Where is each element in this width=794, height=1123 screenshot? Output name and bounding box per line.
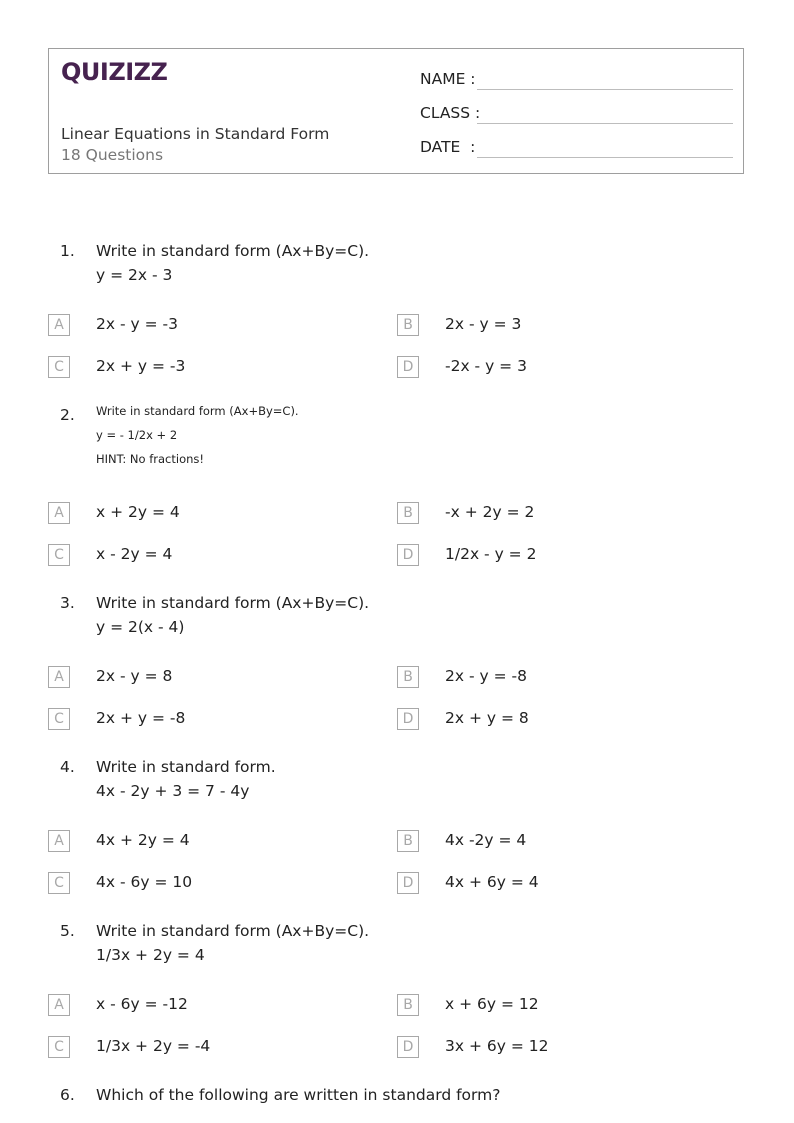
option-c-box[interactable]: C: [48, 544, 70, 566]
option-a-text: 4x + 2y = 4: [96, 831, 190, 849]
name-label: NAME :: [420, 70, 476, 88]
question-number: 3.: [60, 594, 75, 612]
option-a-box[interactable]: A: [48, 314, 70, 336]
question-count: 18 Questions: [61, 146, 164, 164]
question-number: 6.: [60, 1086, 75, 1104]
option-b-text: 2x - y = 3: [445, 315, 522, 333]
option-a-text: x + 2y = 4: [96, 503, 180, 521]
option-b-box[interactable]: B: [397, 830, 419, 852]
option-a-text: 2x - y = 8: [96, 667, 173, 685]
option-b-text: 2x - y = -8: [445, 667, 527, 685]
worksheet-title: Linear Equations in Standard Form: [61, 125, 330, 143]
option-c-text: 4x - 6y = 10: [96, 873, 193, 891]
class-blank-line: [477, 123, 733, 124]
question-equation: 1/3x + 2y = 4: [96, 946, 205, 964]
question-number: 4.: [60, 758, 75, 776]
option-c-box[interactable]: C: [48, 1036, 70, 1058]
option-d-text: 4x + 6y = 4: [445, 873, 539, 891]
question-prompt: Write in standard form (Ax+By=C).: [96, 922, 370, 940]
option-b-text: 4x -2y = 4: [445, 831, 527, 849]
question-equation: y = - 1/2x + 2: [96, 428, 178, 442]
question-equation: y = 2x - 3: [96, 266, 173, 284]
question-prompt: Write in standard form (Ax+By=C).: [96, 594, 370, 612]
option-a-box[interactable]: A: [48, 994, 70, 1016]
date-blank-line: [477, 157, 733, 158]
option-c-text: 2x + y = -8: [96, 709, 186, 727]
option-c-box[interactable]: C: [48, 356, 70, 378]
quizizz-logo: QUIZIZZ: [61, 58, 168, 86]
option-b-box[interactable]: B: [397, 502, 419, 524]
option-b-box[interactable]: B: [397, 994, 419, 1016]
name-blank-line: [477, 89, 733, 90]
option-d-box[interactable]: D: [397, 872, 419, 894]
class-field[interactable]: [420, 102, 733, 124]
option-d-text: -2x - y = 3: [445, 357, 527, 375]
question-prompt: Which of the following are written in standard form?: [96, 1086, 501, 1104]
name-field[interactable]: [420, 68, 733, 90]
option-b-text: x + 6y = 12: [445, 995, 539, 1013]
question-equation: 4x - 2y + 3 = 7 - 4y: [96, 782, 250, 800]
question-hint: HINT: No fractions!: [96, 452, 205, 466]
option-a-text: 2x - y = -3: [96, 315, 178, 333]
class-label: CLASS :: [420, 104, 481, 122]
question-equation: y = 2(x - 4): [96, 618, 185, 636]
question-number: 2.: [60, 406, 75, 424]
question-number: 1.: [60, 242, 75, 260]
option-c-text: 2x + y = -3: [96, 357, 186, 375]
option-d-text: 2x + y = 8: [445, 709, 529, 727]
option-d-box[interactable]: D: [397, 708, 419, 730]
question-prompt: Write in standard form (Ax+By=C).: [96, 242, 370, 260]
option-c-box[interactable]: C: [48, 708, 70, 730]
option-a-box[interactable]: A: [48, 830, 70, 852]
question-prompt: Write in standard form.: [96, 758, 276, 776]
option-b-box[interactable]: B: [397, 314, 419, 336]
option-a-box[interactable]: A: [48, 666, 70, 688]
option-a-text: x - 6y = -12: [96, 995, 188, 1013]
option-d-box[interactable]: D: [397, 544, 419, 566]
option-b-text: -x + 2y = 2: [445, 503, 535, 521]
option-c-box[interactable]: C: [48, 872, 70, 894]
option-c-text: x - 2y = 4: [96, 545, 173, 563]
worksheet-header: [48, 48, 744, 174]
option-c-text: 1/3x + 2y = -4: [96, 1037, 211, 1055]
option-a-box[interactable]: A: [48, 502, 70, 524]
option-b-box[interactable]: B: [397, 666, 419, 688]
date-label: DATE :: [420, 138, 476, 156]
question-prompt: Write in standard form (Ax+By=C).: [96, 404, 299, 418]
option-d-box[interactable]: D: [397, 1036, 419, 1058]
option-d-text: 1/2x - y = 2: [445, 545, 537, 563]
option-d-text: 3x + 6y = 12: [445, 1037, 549, 1055]
question-number: 5.: [60, 922, 75, 940]
date-field[interactable]: [420, 136, 733, 158]
option-d-box[interactable]: D: [397, 356, 419, 378]
